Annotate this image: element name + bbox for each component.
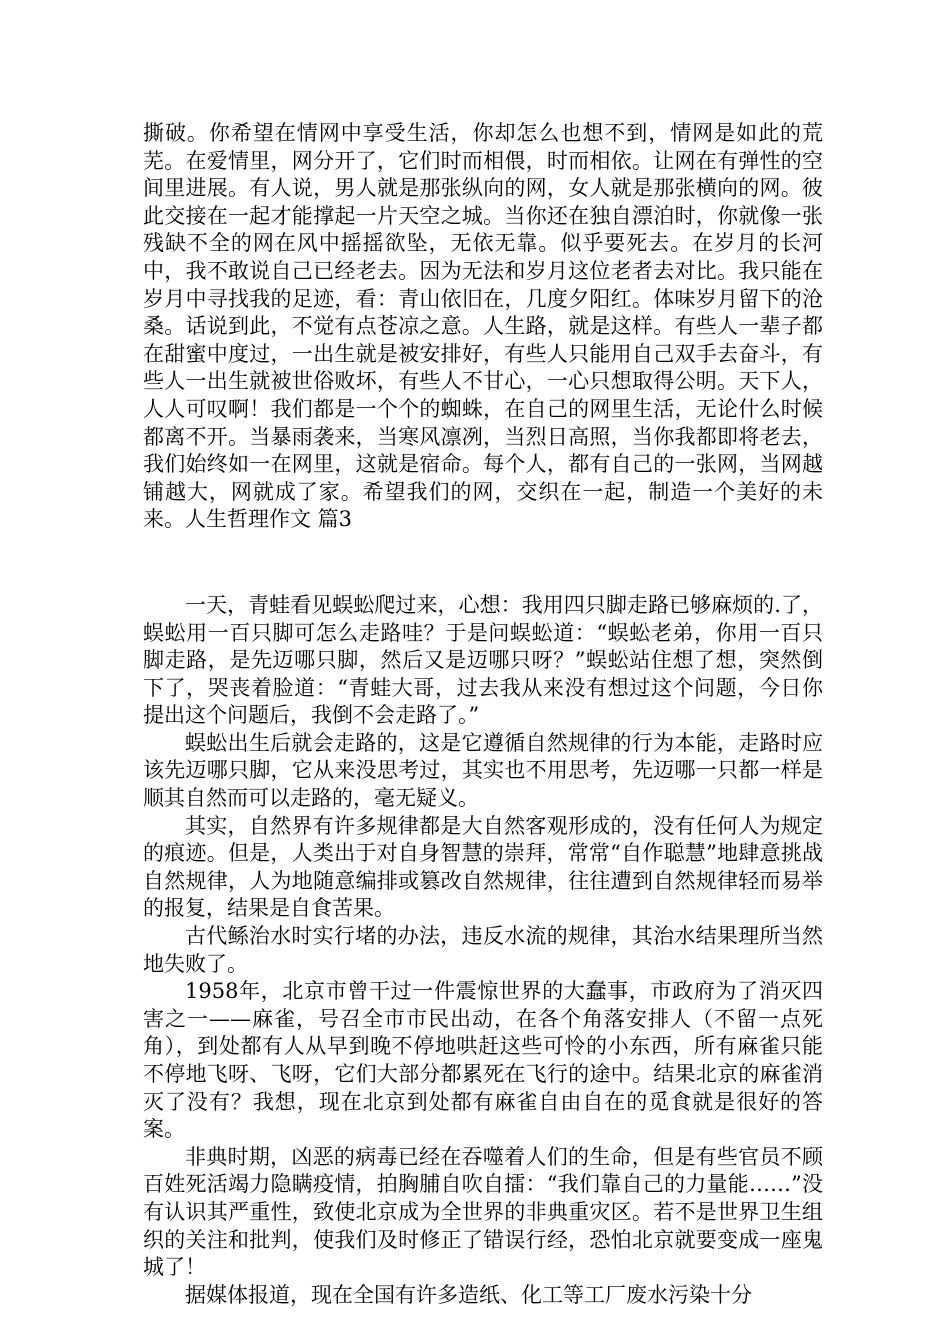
paragraph-sparrows-1958: 1958年，北京市曾干过一件震惊世界的大蠢事，市政府为了消灭四害之一——麻雀，号召全市市民出动，在各个角落安排人（不留一点死角），到处都有人从早到晚不停地哄赶这些可怜的小东西，所有麻雀只能不停地飞呀、飞呀，它们大部分都累死在飞行的途中。结果北京的麻雀消灭了没有？我想，现在北京到处都有麻雀自由自在的觅食就是很好的答案。 (143, 979, 823, 1142)
paragraph-gun-flood: 古代鲧治水时实行堵的办法，违反水流的规律，其治水结果理所当然地失败了。 (143, 924, 823, 976)
paragraph-natural-laws: 其实，自然界有许多规律都是大自然客观形成的，没有任何人为规定的痕迹。但是，人类出于对自身智慧的崇拜，常常“自作聪慧”地肆意挑战自然规律，人为地随意编排或篡改自然规律，往往遭到自然规律轻而易举的报复，结果是自食苦果。 (143, 813, 823, 921)
paragraph-sars: 非典时期，凶恶的病毒已经在吞噬着人们的生命，但是有些官员不顾百姓死活竭力隐瞒疫情，拍胸脯自吹自擂：“我们靠自己的力量能……”没有认识其严重性，致使北京成为全世界的非典重灾区。若不是世界卫生组织的关注和批判，使我们及时修正了错误行经，恐怕北京就要变成一座鬼城了！ (143, 1144, 823, 1280)
document-page (143, 120, 823, 1309)
paragraph-centipede-instinct: 蜈蚣出生后就会走路的，这是它遵循自然规律的行为本能，走路时应该先迈哪只脚，它从来没思考过，其实也不用思考，先迈哪一只都一样是顺其自然而可以走路的，毫无疑义。 (143, 730, 823, 811)
paragraph-pollution: 据媒体报道，现在全国有许多造纸、化工等工厂废水污染十分 (185, 1282, 752, 1307)
section-gap (143, 534, 823, 592)
continuation-paragraph: 撕破。你希望在情网中享受生活，你却怎么也想不到，情网是如此的荒芜。在爱情里，网分开了，它们时而相偎，时而相依。让网在有弹性的空间里进展。有人说，男人就是那张纵向的网，女人就是那张横向的网。彼此交接在一起才能撑起一片天空之城。当你还在独自漂泊时，你就像一张残缺不全的网在风中摇摇欲坠，无依无靠。似乎要死去。在岁月的长河中，我不敢说自己已经老去。因为无法和岁月这位老者去对比。我只能在岁月中寻找我的足迹，看：青山依旧在，几度夕阳红。体味岁月留下的沧桑。话说到此，不觉有点苍凉之意。人生路，就是这样。有些人一辈子都在甜蜜中度过，一出生就是被安排好，有些人只能用自己双手去奋斗，有些人一出生就被世俗败坏，有些人不甘心，一心只想取得公明。天下人，人人可叹啊！我们都是一个个的蜘蛛，在自己的网里生活，无论什么时候都离不开。当暴雨袭来，当寒风凛冽，当烈日高照，当你我都即将老去，我们始终如一在网里，这就是宿命。每个人，都有自己的一张网，当网越铺越大，网就成了家。希望我们的网，交织在一起，制造一个美好的未来。人生哲理作文 篇3 (143, 121, 823, 532)
paragraph-frog-centipede: 一天，青蛙看见蜈蚣爬过来，心想：我用四只脚走路已够麻烦的.了，蜈蚣用一百只脚可怎么走路哇？于是问蜈蚣道：“蜈蚣老弟，你用一百只脚走路，是先迈哪只脚，然后又是迈哪只呀？”蜈蚣站住想了想，突然倒下了，哭丧着脸道：“青蛙大哥，过去我从来没有想过这个问题，今日你提出这个问题后，我倒不会走路了。” (143, 592, 823, 728)
